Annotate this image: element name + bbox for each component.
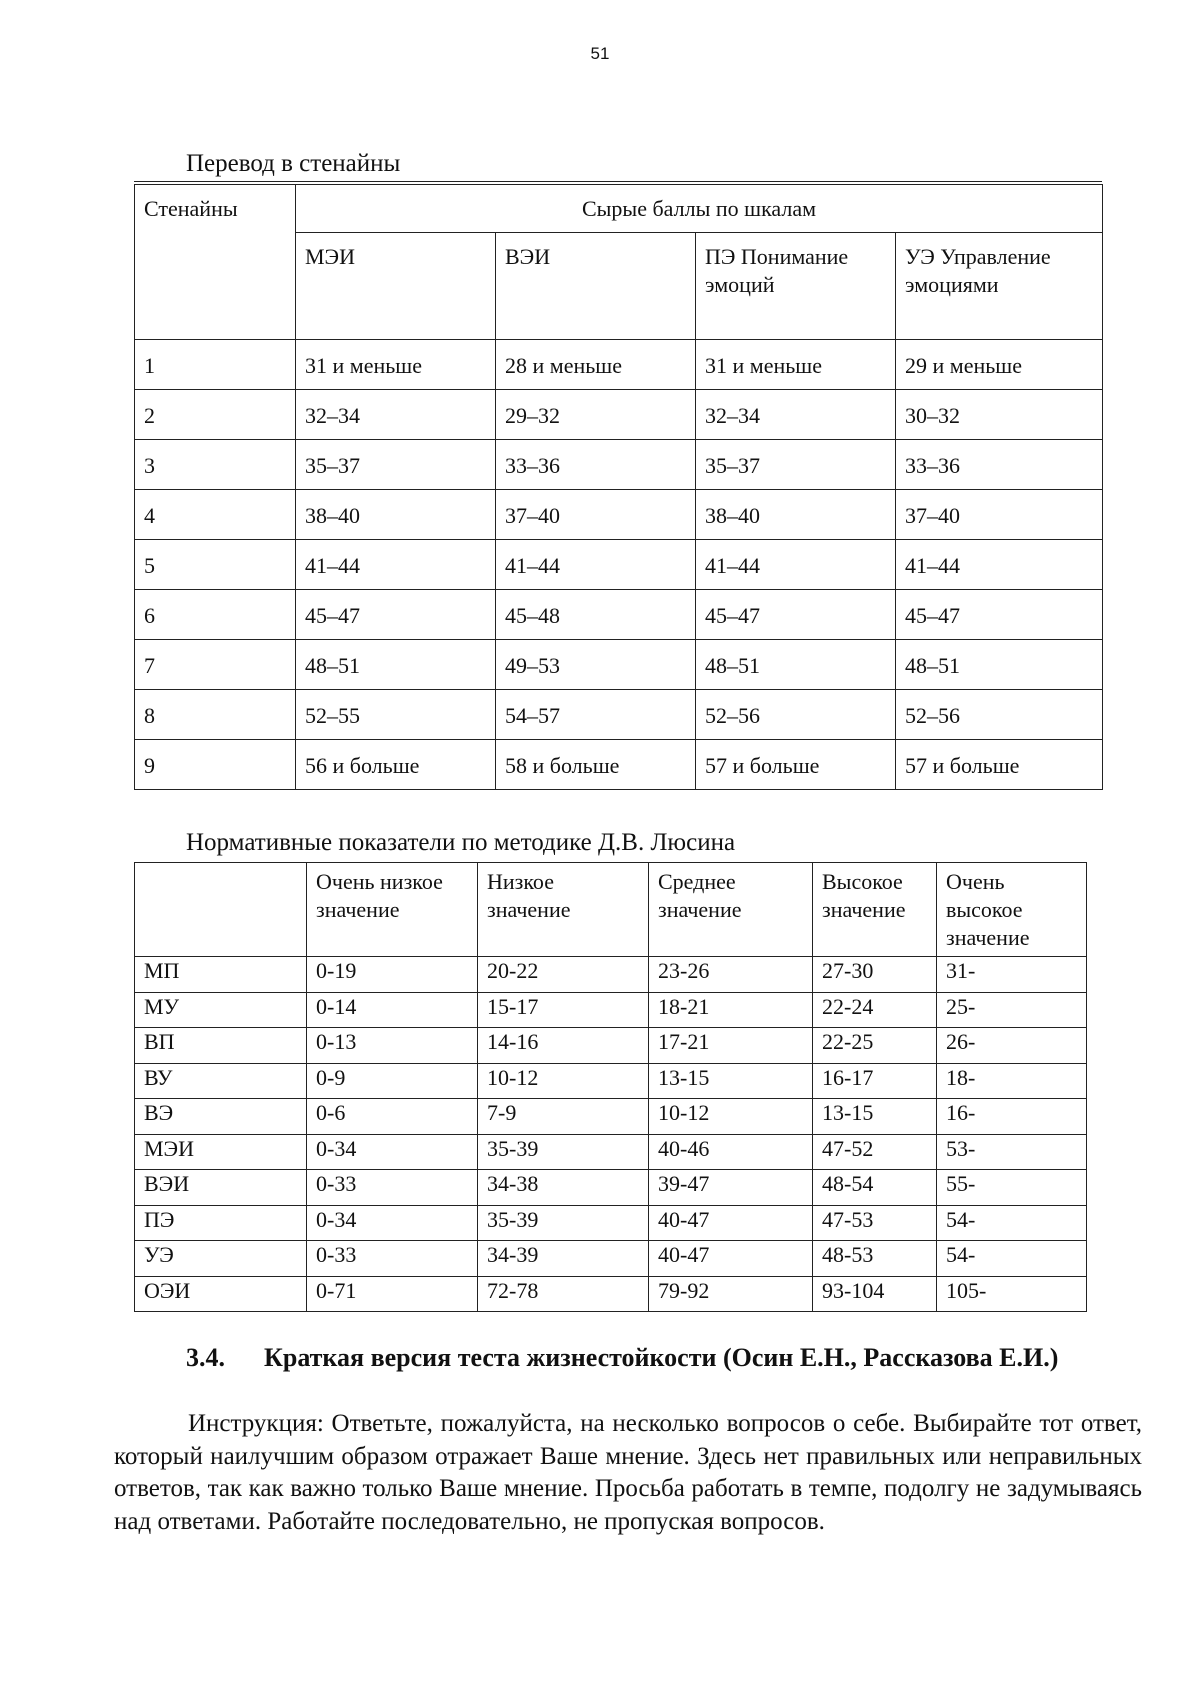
table-cell: 23-26 bbox=[649, 957, 813, 993]
table-cell: 93-104 bbox=[813, 1276, 937, 1312]
table-cell: 54–57 bbox=[496, 690, 696, 740]
row-label-cell: 6 bbox=[135, 590, 296, 640]
section-heading bbox=[186, 1343, 1058, 1373]
table-cell: 0-13 bbox=[307, 1028, 478, 1064]
table-cell: 33–36 bbox=[896, 440, 1103, 490]
table-cell: 105- bbox=[937, 1276, 1087, 1312]
table-cell: 41–44 bbox=[696, 540, 896, 590]
table-cell: 49–53 bbox=[496, 640, 696, 690]
column-header: ПЭ Понимание эмоций bbox=[696, 233, 896, 340]
table-cell: 38–40 bbox=[696, 490, 896, 540]
column-header: Низкое значение bbox=[478, 863, 649, 957]
table-cell: 39-47 bbox=[649, 1170, 813, 1206]
row-label-cell: 8 bbox=[135, 690, 296, 740]
table-cell: 32–34 bbox=[696, 390, 896, 440]
table-cell: 72-78 bbox=[478, 1276, 649, 1312]
table-cell: 7-9 bbox=[478, 1099, 649, 1135]
norm-table-caption: Нормативные показатели по методике Д.В. Люсина bbox=[186, 829, 736, 856]
table-cell: 40-47 bbox=[649, 1205, 813, 1241]
table-cell: 54- bbox=[937, 1205, 1087, 1241]
row-label-cell: ВЭИ bbox=[135, 1170, 307, 1206]
row-label-cell: 4 bbox=[135, 490, 296, 540]
table-row bbox=[135, 590, 1103, 640]
stanine-corner-header: Стенайны bbox=[135, 185, 296, 340]
table-cell: 53- bbox=[937, 1134, 1087, 1170]
table-cell: 22-25 bbox=[813, 1028, 937, 1064]
stanine-table-caption: Перевод в стенайны bbox=[186, 150, 401, 177]
row-label-cell: МУ bbox=[135, 992, 307, 1028]
table-cell: 18-21 bbox=[649, 992, 813, 1028]
row-label-cell: ПЭ bbox=[135, 1205, 307, 1241]
table-row bbox=[135, 1205, 1087, 1241]
table-cell: 41–44 bbox=[896, 540, 1103, 590]
table-cell: 37–40 bbox=[496, 490, 696, 540]
table-row bbox=[135, 957, 1087, 993]
column-header: Среднее значение bbox=[649, 863, 813, 957]
table-cell: 41–44 bbox=[496, 540, 696, 590]
row-label-cell: МП bbox=[135, 957, 307, 993]
table-cell: 35–37 bbox=[296, 440, 496, 490]
table-cell: 48–51 bbox=[696, 640, 896, 690]
table-cell: 0-34 bbox=[307, 1205, 478, 1241]
table-row bbox=[135, 1170, 1087, 1206]
column-header: Очень высокое значение bbox=[937, 863, 1087, 957]
table-cell: 48-54 bbox=[813, 1170, 937, 1206]
row-label-cell: 3 bbox=[135, 440, 296, 490]
table-cell: 52–56 bbox=[696, 690, 896, 740]
table-cell: 45–47 bbox=[896, 590, 1103, 640]
table-cell: 16- bbox=[937, 1099, 1087, 1135]
row-label-cell: 7 bbox=[135, 640, 296, 690]
table-cell: 31 и меньше bbox=[696, 340, 896, 390]
table-cell: 45–47 bbox=[696, 590, 896, 640]
table-cell: 28 и меньше bbox=[496, 340, 696, 390]
table-cell: 56 и больше bbox=[296, 740, 496, 790]
table-cell: 0-33 bbox=[307, 1241, 478, 1277]
table-cell: 79-92 bbox=[649, 1276, 813, 1312]
caption-rule bbox=[134, 181, 1102, 182]
table-cell: 27-30 bbox=[813, 957, 937, 993]
column-header bbox=[135, 863, 307, 957]
table-cell: 52–55 bbox=[296, 690, 496, 740]
section-title: Краткая версия теста жизнестойкости (Осин Е.Н., Рассказова Е.И.) bbox=[264, 1343, 1059, 1372]
table-cell: 0-34 bbox=[307, 1134, 478, 1170]
table-row bbox=[135, 640, 1103, 690]
table-cell: 54- bbox=[937, 1241, 1087, 1277]
table-cell: 16-17 bbox=[813, 1063, 937, 1099]
table-cell: 0-33 bbox=[307, 1170, 478, 1206]
section-number: 3.4. bbox=[186, 1343, 225, 1372]
table-row bbox=[135, 440, 1103, 490]
table-cell: 47-52 bbox=[813, 1134, 937, 1170]
table-cell: 32–34 bbox=[296, 390, 496, 440]
table-cell: 41–44 bbox=[296, 540, 496, 590]
table-row bbox=[135, 690, 1103, 740]
table-cell: 34-39 bbox=[478, 1241, 649, 1277]
instruction-paragraph: Инструкция: Ответьте, пожалуйста, на несколько вопросов о себе. Выбирайте тот ответ, который наилучшим образом отражает Ваше мнение. Здесь нет правильных или неправильных ответов, так как важно только Ваше мнение. Просьба работать в темпе, подолгу не задумываясь над ответами. Работайте последовательно, не пропуская вопросов. bbox=[114, 1410, 1142, 1535]
table-cell: 35–37 bbox=[696, 440, 896, 490]
table-cell: 48–51 bbox=[896, 640, 1103, 690]
table-cell: 35-39 bbox=[478, 1205, 649, 1241]
table-row bbox=[135, 1276, 1087, 1312]
table-cell: 10-12 bbox=[649, 1099, 813, 1135]
raw-scores-group-header: Сырые баллы по шкалам bbox=[296, 185, 1103, 233]
row-label-cell: 1 bbox=[135, 340, 296, 390]
table-row bbox=[135, 992, 1087, 1028]
row-label-cell: ВУ bbox=[135, 1063, 307, 1099]
table-cell: 40-46 bbox=[649, 1134, 813, 1170]
table-row bbox=[135, 390, 1103, 440]
table-cell: 40-47 bbox=[649, 1241, 813, 1277]
table-cell: 13-15 bbox=[813, 1099, 937, 1135]
row-label-cell: МЭИ bbox=[135, 1134, 307, 1170]
table-row bbox=[135, 340, 1103, 390]
table-cell: 34-38 bbox=[478, 1170, 649, 1206]
table-row bbox=[135, 1241, 1087, 1277]
table-cell: 17-21 bbox=[649, 1028, 813, 1064]
column-header: Высокое значение bbox=[813, 863, 937, 957]
table-cell: 29–32 bbox=[496, 390, 696, 440]
row-label-cell: ОЭИ bbox=[135, 1276, 307, 1312]
norm-table bbox=[134, 862, 1087, 1312]
table-cell: 0-14 bbox=[307, 992, 478, 1028]
column-header: УЭ Управление эмоциями bbox=[896, 233, 1103, 340]
table-cell: 52–56 bbox=[896, 690, 1103, 740]
row-label-cell: ВЭ bbox=[135, 1099, 307, 1135]
table-cell: 0-9 bbox=[307, 1063, 478, 1099]
column-header: МЭИ bbox=[296, 233, 496, 340]
table-row bbox=[135, 1134, 1087, 1170]
table-cell: 26- bbox=[937, 1028, 1087, 1064]
table-cell: 29 и меньше bbox=[896, 340, 1103, 390]
table-cell: 25- bbox=[937, 992, 1087, 1028]
row-label-cell: 9 bbox=[135, 740, 296, 790]
table-cell: 31 и меньше bbox=[296, 340, 496, 390]
table-row bbox=[135, 1063, 1087, 1099]
table-cell: 48–51 bbox=[296, 640, 496, 690]
table-row bbox=[135, 740, 1103, 790]
column-header: Очень низкое значение bbox=[307, 863, 478, 957]
row-label-cell: ВП bbox=[135, 1028, 307, 1064]
table-cell: 15-17 bbox=[478, 992, 649, 1028]
table-cell: 20-22 bbox=[478, 957, 649, 993]
table-cell: 58 и больше bbox=[496, 740, 696, 790]
table-cell: 48-53 bbox=[813, 1241, 937, 1277]
table-cell: 0-6 bbox=[307, 1099, 478, 1135]
table-cell: 0-71 bbox=[307, 1276, 478, 1312]
table-row bbox=[135, 490, 1103, 540]
row-label-cell: УЭ bbox=[135, 1241, 307, 1277]
table-cell: 18- bbox=[937, 1063, 1087, 1099]
table-cell: 10-12 bbox=[478, 1063, 649, 1099]
stanine-table bbox=[134, 184, 1103, 790]
table-cell: 55- bbox=[937, 1170, 1087, 1206]
table-cell: 33–36 bbox=[496, 440, 696, 490]
table-cell: 0-19 bbox=[307, 957, 478, 993]
table-cell: 57 и больше bbox=[896, 740, 1103, 790]
table-cell: 45–48 bbox=[496, 590, 696, 640]
table-row bbox=[135, 540, 1103, 590]
table-cell: 47-53 bbox=[813, 1205, 937, 1241]
table-cell: 30–32 bbox=[896, 390, 1103, 440]
page-number: 51 bbox=[590, 44, 610, 63]
row-label-cell: 5 bbox=[135, 540, 296, 590]
table-cell: 37–40 bbox=[896, 490, 1103, 540]
table-row bbox=[135, 1099, 1087, 1135]
table-cell: 31- bbox=[937, 957, 1087, 993]
table-cell: 13-15 bbox=[649, 1063, 813, 1099]
table-cell: 22-24 bbox=[813, 992, 937, 1028]
table-row bbox=[135, 1028, 1087, 1064]
table-cell: 45–47 bbox=[296, 590, 496, 640]
table-cell: 35-39 bbox=[478, 1134, 649, 1170]
table-cell: 57 и больше bbox=[696, 740, 896, 790]
column-header: ВЭИ bbox=[496, 233, 696, 340]
row-label-cell: 2 bbox=[135, 390, 296, 440]
table-cell: 38–40 bbox=[296, 490, 496, 540]
table-cell: 14-16 bbox=[478, 1028, 649, 1064]
